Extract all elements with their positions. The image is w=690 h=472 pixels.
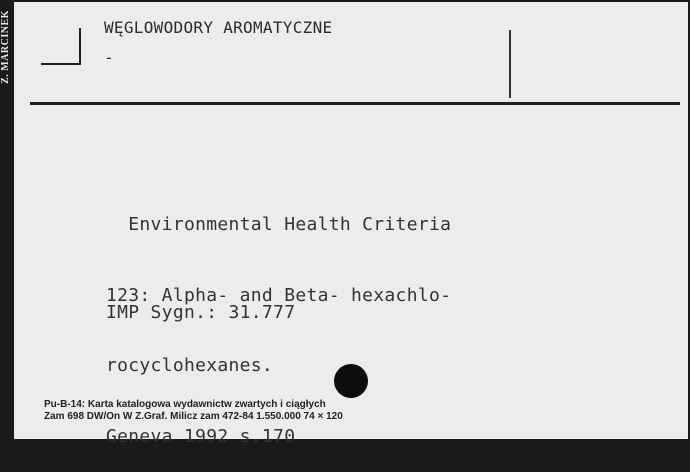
side-strip	[0, 0, 14, 441]
punch-hole	[334, 364, 368, 398]
header-divider-line	[509, 30, 511, 98]
footer-line-1: Pu-B-14: Karta katalogowa wydawnictw zwartych i ciągłych	[44, 399, 326, 410]
corner-bracket-vertical	[79, 28, 81, 64]
call-number: IMP Sygn.: 31.777	[106, 302, 296, 323]
subject-heading: WĘGLOWODORY AROMATYCZNE	[104, 18, 333, 37]
footer-line-2: Zam 698 DW/On W Z.Graf. Milicz zam 472-84 1.550.000 74 × 120	[44, 411, 343, 422]
entry-line: rocyclohexanes.	[106, 355, 274, 376]
header-rule	[30, 102, 680, 105]
corner-bracket-horizontal	[41, 63, 81, 65]
side-label: Z. MARCINEK	[0, 10, 11, 84]
entry-line: Geneva 1992 s.170	[106, 425, 296, 447]
entry-line: Environmental Health Criteria	[106, 214, 452, 235]
printer-footer	[44, 399, 343, 423]
entry-line: 123: Alpha- and Beta- hexachlo-	[106, 284, 452, 306]
subject-subheading: -	[104, 48, 114, 67]
